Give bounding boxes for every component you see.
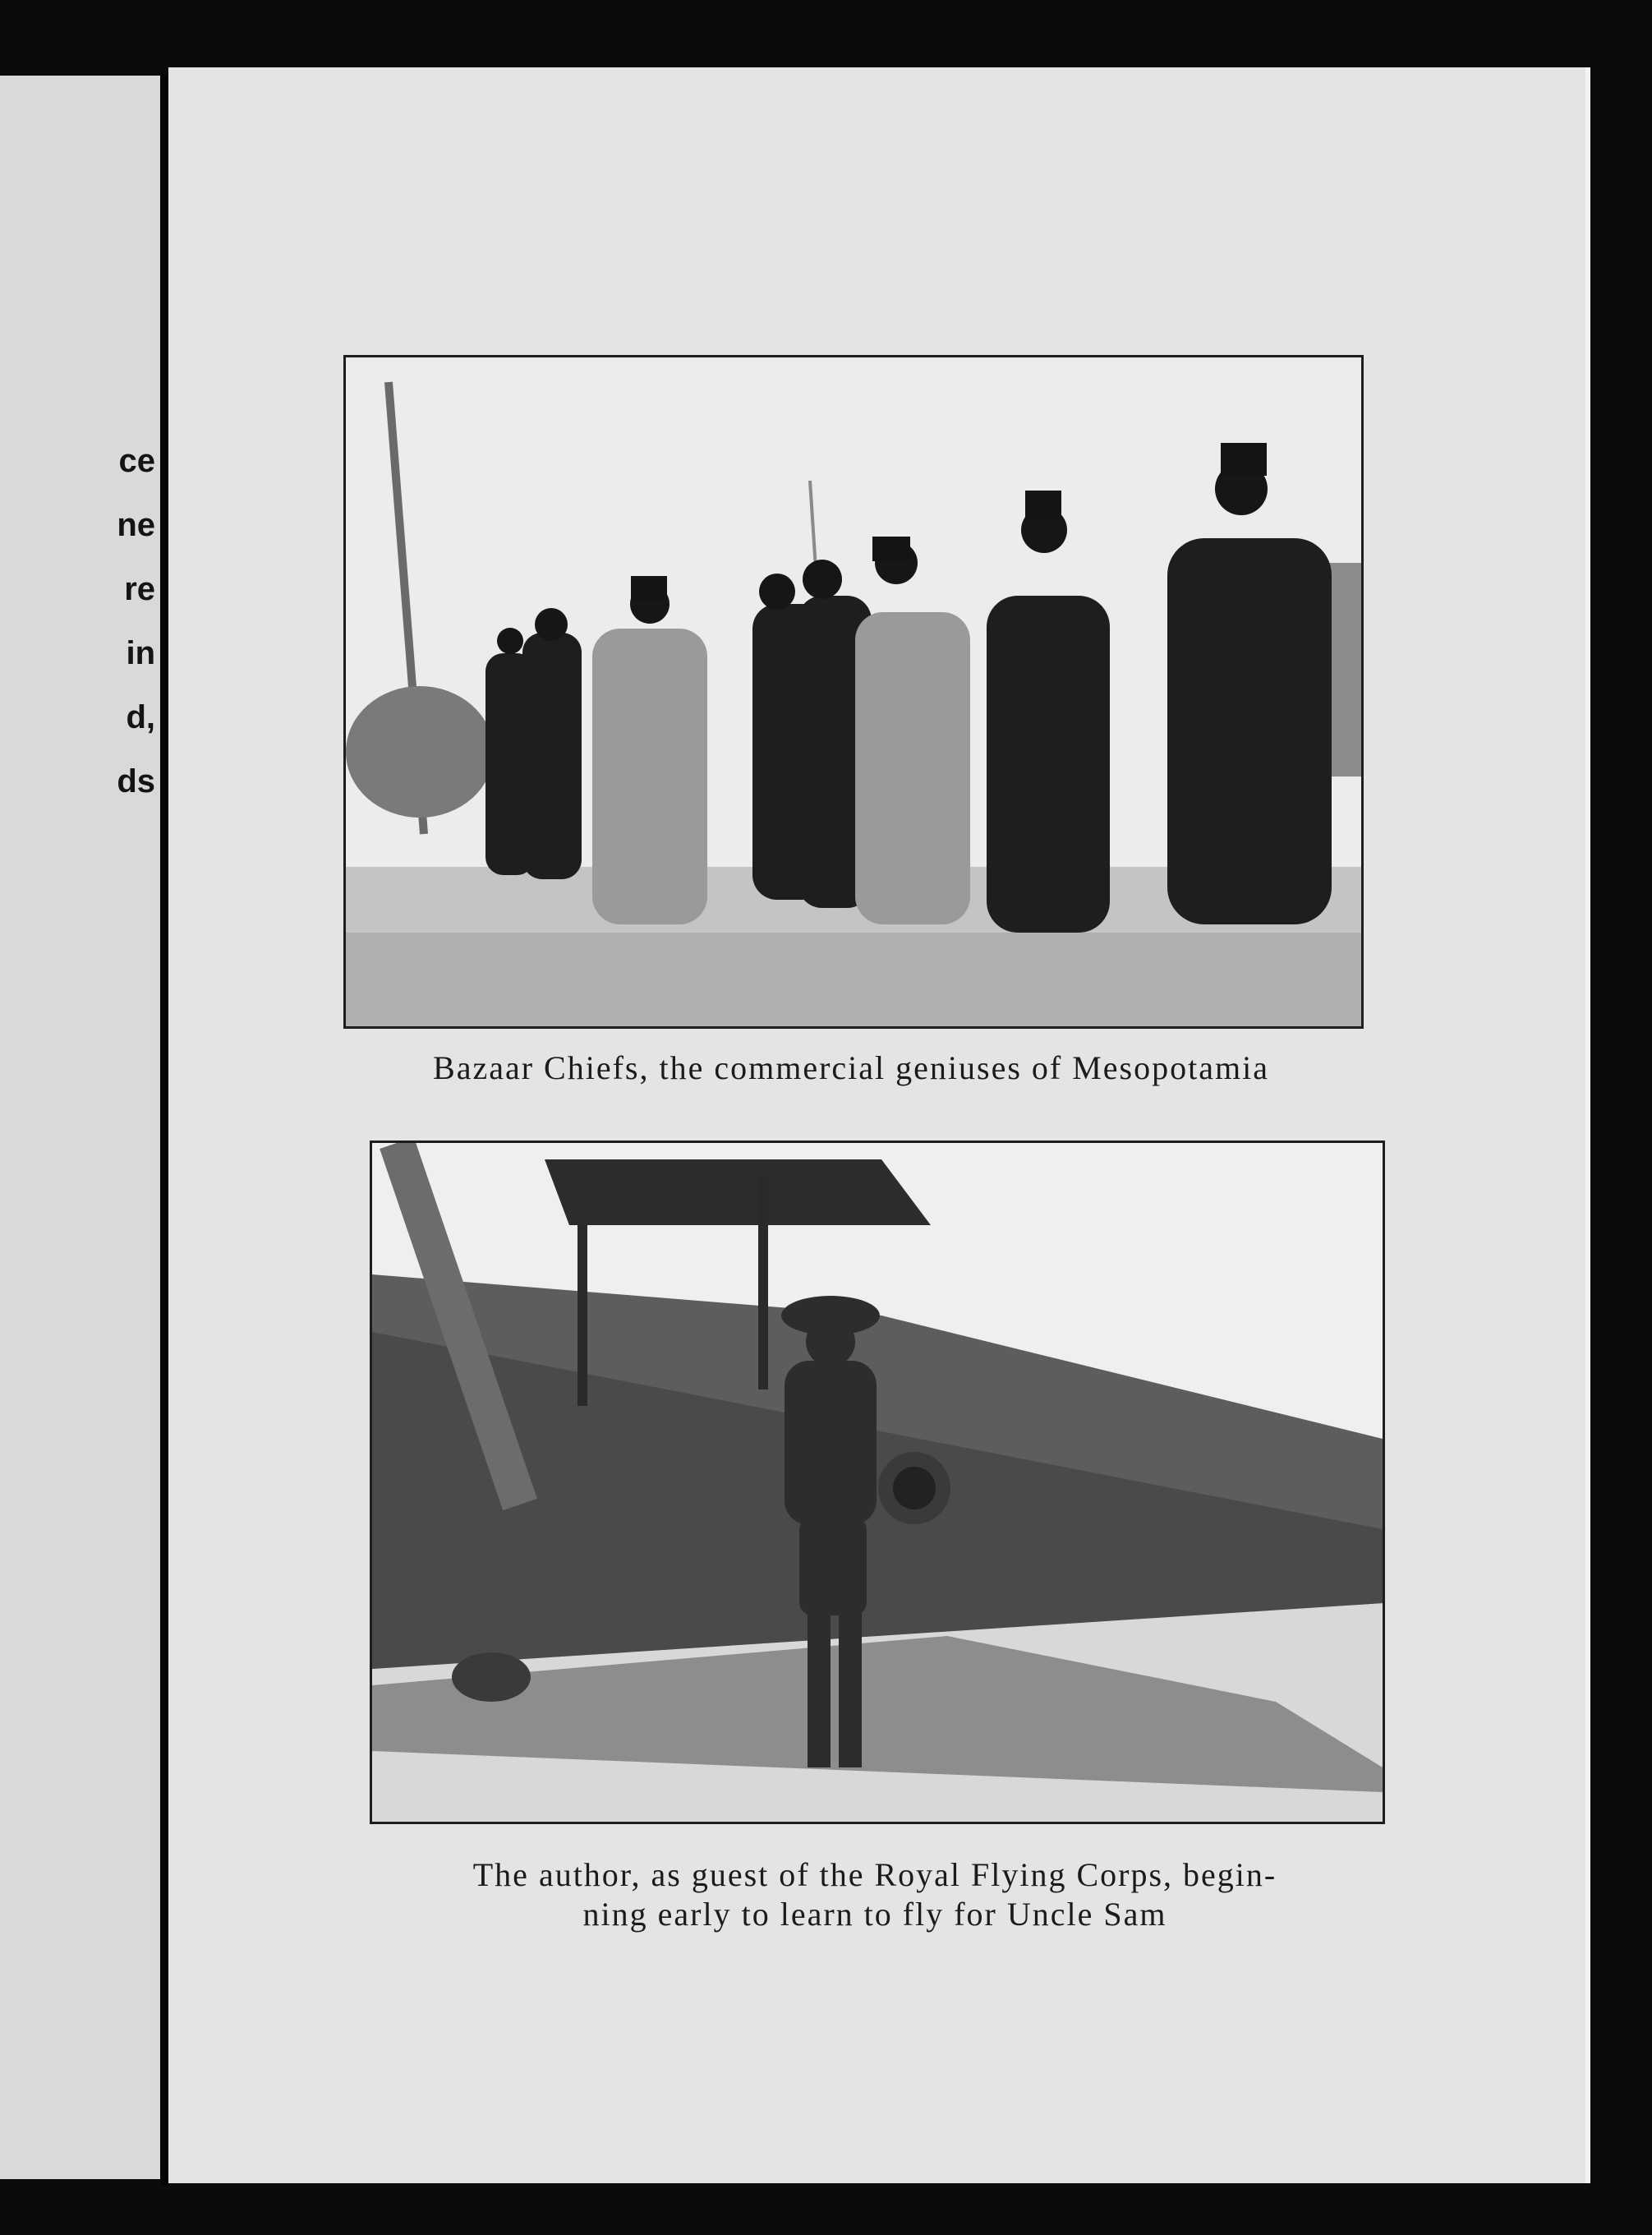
caption-line: The author, as guest of the Royal Flying Corps, begin- (472, 1856, 1277, 1893)
left-page (0, 76, 160, 2179)
book-gutter (160, 74, 168, 2186)
page-edge (1585, 67, 1590, 2183)
text-fragment: d, (126, 699, 155, 735)
caption-line: Bazaar Chiefs, the commercial geniuses of Mesopotamia (433, 1049, 1269, 1086)
photo-author-biplane (370, 1141, 1385, 1824)
photo-caption-author-biplane (361, 1855, 1388, 1934)
text-fragment: re (124, 571, 155, 607)
left-page-text-fragments (117, 429, 155, 813)
bazaar-chiefs-illustration (346, 357, 1361, 1026)
caption-line: ning early to learn to fly for Uncle Sam (582, 1896, 1167, 1933)
photo-caption-bazaar-chiefs (343, 1048, 1359, 1088)
photo-bazaar-chiefs (343, 355, 1364, 1029)
text-fragment: in (126, 635, 155, 671)
text-fragment: ds (117, 763, 155, 800)
text-fragment: ne (117, 507, 155, 543)
text-fragment: ce (118, 443, 155, 479)
author-biplane-illustration (372, 1143, 1383, 1822)
